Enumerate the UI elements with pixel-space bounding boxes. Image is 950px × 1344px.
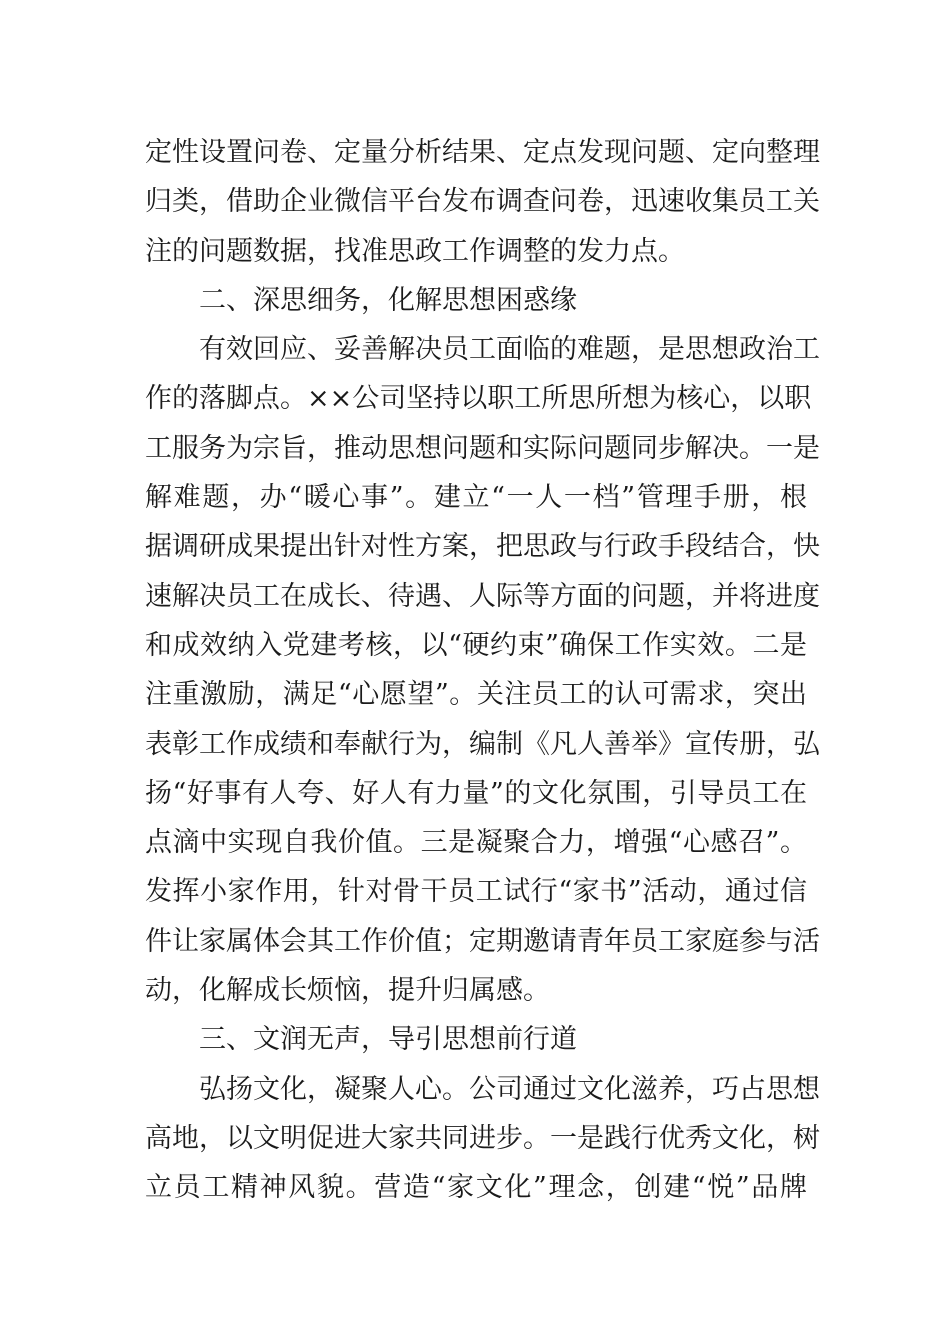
- paragraph-2-line-13: 件让家属体会其工作价值；定期邀请青年员工家庭参与活: [145, 925, 820, 957]
- paragraph-2-line-6: 速解决员工在成长、待遇、人际等方面的问题，并将进度: [145, 580, 820, 612]
- paragraph-3-line-1: 弘扬文化，凝聚人心。公司通过文化滋养，巧占思想: [199, 1073, 820, 1105]
- paragraph-2-line-10: 扬“好事有人夸、好人有力量”的文化氛围，引导员工在: [145, 777, 807, 809]
- paragraph-2-line-12: 发挥小家作用，针对骨干员工试行“家书”活动，通过信: [145, 876, 807, 908]
- paragraph-3-line-3: 立员工精神风貌。营造“家文化”理念，创建“悦”品牌: [145, 1172, 807, 1204]
- paragraph-1-line-2: 归类，借助企业微信平台发布调查问卷，迅速收集员工关: [145, 186, 820, 218]
- paragraph-2-line-4: 解难题，办“暖心事”。建立“一人一档”管理手册，根: [145, 482, 807, 514]
- section-heading-3: 三、文润无声，导引思想前行道: [199, 1024, 577, 1056]
- paragraph-2-line-5: 据调研成果提出针对性方案，把思政与行政手段结合，快: [145, 531, 820, 563]
- paragraph-2-line-7: 和成效纳入党建考核，以“硬约束”确保工作实效。二是: [145, 629, 807, 661]
- paragraph-1-line-3: 注的问题数据，找准思政工作调整的发力点。: [145, 235, 685, 267]
- paragraph-2-line-14: 动，化解成长烦恼，提升归属感。: [145, 975, 550, 1007]
- document-page: [145, 128, 820, 1213]
- paragraph-3-line-2: 高地，以文明促进大家共同进步。一是践行优秀文化，树: [145, 1122, 820, 1154]
- paragraph-2-line-2: 作的落脚点。××公司坚持以职工所思所想为核心，以职: [145, 383, 812, 415]
- paragraph-2-line-9: 表彰工作成绩和奉献行为，编制《凡人善举》宣传册，弘: [145, 728, 820, 760]
- paragraph-2-line-1: 有效回应、妥善解决员工面临的难题，是思想政治工: [199, 334, 820, 366]
- section-heading-2: 二、深思细务，化解思想困惑缘: [199, 284, 577, 316]
- paragraph-2-line-11: 点滴中实现自我价值。三是凝聚合力，增强“心感召”。: [145, 827, 807, 859]
- paragraph-2-line-8: 注重激励，满足“心愿望”。关注员工的认可需求，突出: [145, 679, 807, 711]
- paragraph-2-line-3: 工服务为宗旨，推动思想问题和实际问题同步解决。一是: [145, 432, 820, 464]
- paragraph-1-line-1: 定性设置问卷、定量分析结果、定点发现问题、定向整理: [145, 137, 820, 168]
